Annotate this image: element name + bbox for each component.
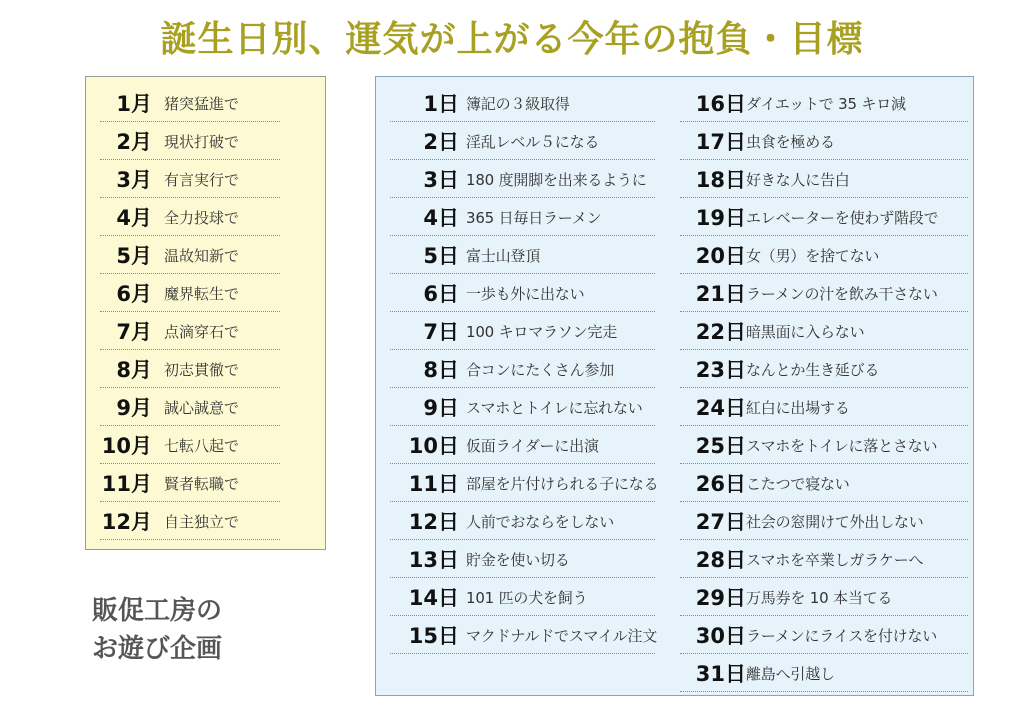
month-resolution: 誠心誠意で xyxy=(164,399,240,417)
day-number: 2日 xyxy=(423,130,459,154)
day-row xyxy=(680,274,968,312)
month-resolution: 温故知新で xyxy=(164,247,240,265)
day-row xyxy=(390,388,655,426)
day-number: 15日 xyxy=(408,624,459,648)
day-number: 29日 xyxy=(695,586,746,610)
month-row xyxy=(100,464,280,502)
day-row xyxy=(680,654,968,692)
month-resolution: 全力投球で xyxy=(164,209,240,227)
month-number: 9月 xyxy=(116,396,152,420)
day-resolution: なんとか生き延びる xyxy=(746,361,880,379)
month-row xyxy=(100,502,280,540)
day-row xyxy=(390,616,658,654)
day-resolution: 365 日毎日ラーメン xyxy=(466,209,602,227)
day-number: 24日 xyxy=(695,396,746,420)
day-resolution: 101 匹の犬を飼う xyxy=(466,589,588,607)
month-row xyxy=(100,122,280,160)
day-resolution: 社会の窓開けて外出しない xyxy=(746,513,924,531)
day-row xyxy=(390,502,655,540)
month-number: 12月 xyxy=(101,510,152,534)
day-row xyxy=(680,464,968,502)
month-number: 3月 xyxy=(116,168,152,192)
day-number: 28日 xyxy=(695,548,746,572)
month-number: 11月 xyxy=(101,472,152,496)
day-resolution: 部屋を片付けられる子になる xyxy=(466,475,659,493)
day-resolution: ラーメンにライスを付けない xyxy=(746,627,938,645)
day-number: 5日 xyxy=(423,244,459,268)
day-row xyxy=(680,236,968,274)
day-number: 12日 xyxy=(408,510,459,534)
day-resolution: 紅白に出場する xyxy=(746,399,850,417)
day-number: 30日 xyxy=(695,624,746,648)
month-row xyxy=(100,350,280,388)
day-resolution: 女（男）を捨てない xyxy=(746,247,880,265)
day-number: 31日 xyxy=(695,662,746,686)
month-resolution: 猪突猛進で xyxy=(164,95,240,113)
footer-caption xyxy=(92,592,312,668)
day-number: 19日 xyxy=(695,206,746,230)
day-row xyxy=(680,312,968,350)
day-resolution: 180 度開脚を出来るように xyxy=(466,171,647,189)
day-row xyxy=(390,236,655,274)
month-number: 7月 xyxy=(116,320,152,344)
day-number: 21日 xyxy=(695,282,746,306)
day-number: 11日 xyxy=(408,472,459,496)
day-resolution: 100 キロマラソン完走 xyxy=(466,323,617,341)
footer-line: 販促工房の xyxy=(92,596,223,626)
day-number: 22日 xyxy=(695,320,746,344)
month-number: 4月 xyxy=(116,206,152,230)
day-resolution: スマホをトイレに落とさない xyxy=(746,437,938,455)
day-number: 17日 xyxy=(695,130,746,154)
day-row xyxy=(390,540,655,578)
day-number: 7日 xyxy=(423,320,459,344)
day-row xyxy=(680,198,968,236)
footer-line: お遊び企画 xyxy=(92,634,223,664)
day-resolution: こたつで寝ない xyxy=(746,475,850,493)
month-number: 5月 xyxy=(116,244,152,268)
day-number: 4日 xyxy=(423,206,459,230)
month-row xyxy=(100,274,280,312)
month-number: 6月 xyxy=(116,282,152,306)
day-resolution: 淫乱レベル５になる xyxy=(466,133,600,151)
month-resolution: 自主独立で xyxy=(164,513,240,531)
day-row xyxy=(680,540,968,578)
month-row xyxy=(100,198,280,236)
day-row xyxy=(680,350,968,388)
month-row xyxy=(100,426,280,464)
month-row xyxy=(100,312,280,350)
month-number: 2月 xyxy=(116,130,152,154)
day-resolution: 合コンにたくさん参加 xyxy=(466,361,615,379)
month-row xyxy=(100,84,280,122)
day-row xyxy=(390,464,659,502)
month-resolution: 点滴穿石で xyxy=(164,323,240,341)
day-number: 13日 xyxy=(408,548,459,572)
day-number: 23日 xyxy=(695,358,746,382)
day-resolution: 万馬券を 10 本当てる xyxy=(746,589,893,607)
day-row xyxy=(390,122,655,160)
day-resolution: 好きな人に告白 xyxy=(746,171,850,189)
month-number: 8月 xyxy=(116,358,152,382)
day-row xyxy=(390,84,655,122)
day-resolution: 一歩も外に出ない xyxy=(466,285,585,303)
day-number: 26日 xyxy=(695,472,746,496)
day-number: 6日 xyxy=(423,282,459,306)
day-row xyxy=(680,388,968,426)
day-number: 9日 xyxy=(423,396,459,420)
day-row xyxy=(680,122,968,160)
month-number: 10月 xyxy=(101,434,152,458)
month-number: 1月 xyxy=(116,92,152,116)
day-row xyxy=(390,274,655,312)
month-resolution: 魔界転生で xyxy=(164,285,240,303)
day-number: 14日 xyxy=(408,586,459,610)
day-row xyxy=(390,312,655,350)
month-row xyxy=(100,236,280,274)
day-resolution: スマホを卒業しガラケーへ xyxy=(746,551,924,569)
day-resolution: 虫食を極める xyxy=(746,133,835,151)
day-row xyxy=(680,160,968,198)
month-row xyxy=(100,388,280,426)
day-row xyxy=(390,426,655,464)
day-resolution: 離島へ引越し xyxy=(746,665,835,683)
day-resolution: 簿記の３級取得 xyxy=(466,95,570,113)
day-resolution: ダイエットで 35 キロ減 xyxy=(746,95,906,113)
day-resolution: 貯金を使い切る xyxy=(466,551,570,569)
day-number: 3日 xyxy=(423,168,459,192)
day-number: 10日 xyxy=(408,434,459,458)
page-title: 誕生日別、運気が上がる今年の抱負・目標 xyxy=(160,19,864,60)
day-number: 18日 xyxy=(695,168,746,192)
day-resolution: 仮面ライダーに出演 xyxy=(466,437,599,455)
day-resolution: ラーメンの汁を飲み干さない xyxy=(746,285,938,303)
day-resolution: マクドナルドでスマイル注文 xyxy=(466,627,658,645)
day-resolution: 暗黒面に入らない xyxy=(746,323,865,341)
month-resolution: 有言実行で xyxy=(164,171,240,189)
day-row xyxy=(390,198,655,236)
day-row xyxy=(680,84,968,122)
month-resolution: 七転八起で xyxy=(164,437,240,455)
day-row xyxy=(390,578,655,616)
day-number: 8日 xyxy=(423,358,459,382)
day-row xyxy=(390,350,655,388)
day-resolution: エレベーターを使わず階段で xyxy=(746,209,939,227)
day-number: 20日 xyxy=(695,244,746,268)
day-resolution: 富士山登頂 xyxy=(466,247,541,265)
month-row xyxy=(100,160,280,198)
day-row xyxy=(680,426,968,464)
day-row xyxy=(680,502,968,540)
day-number: 25日 xyxy=(695,434,746,458)
day-number: 1日 xyxy=(423,92,459,116)
month-resolution: 現状打破で xyxy=(164,133,240,151)
day-number: 16日 xyxy=(695,92,746,116)
month-resolution: 賢者転職で xyxy=(164,475,240,493)
day-number: 27日 xyxy=(695,510,746,534)
day-row xyxy=(680,616,968,654)
day-resolution: スマホとトイレに忘れない xyxy=(466,399,643,417)
month-resolution: 初志貫徹で xyxy=(164,361,240,379)
day-row xyxy=(390,160,655,198)
day-row xyxy=(680,578,968,616)
day-resolution: 人前でおならをしない xyxy=(466,513,615,531)
